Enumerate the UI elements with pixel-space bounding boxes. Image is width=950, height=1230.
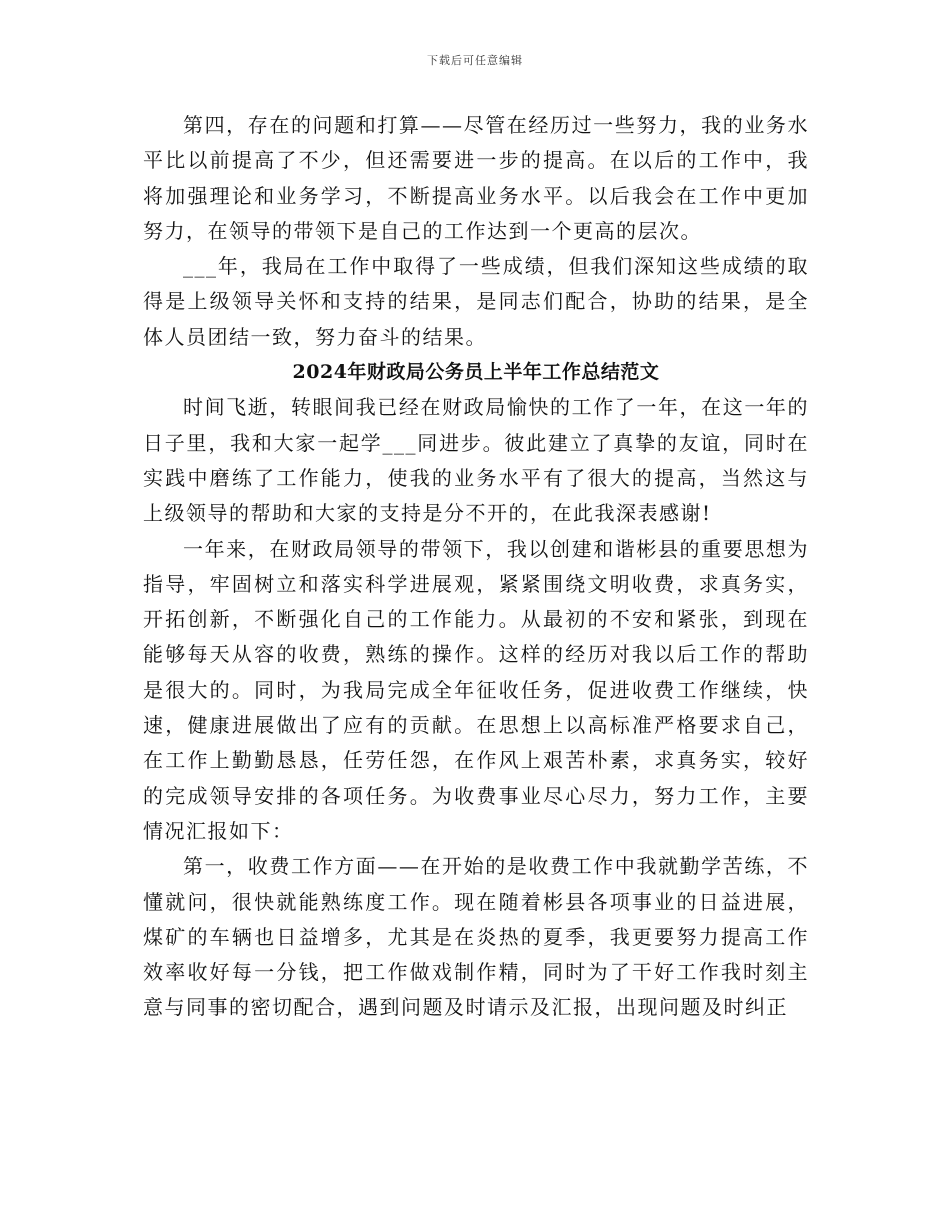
document-title: 2024年财政局公务员上半年工作总结范文 bbox=[292, 361, 660, 384]
paragraph-fee-collection: 第一，收费工作方面——在开始的是收费工作中我就勤学苦练，不懂就问，很快就能熟练度工作。现在随着彬县各项事业的日益进展，煤矿的车辆也日益增多，尤其是在炎热的夏季，我更要努力提高工作效率收好每一分钱，把工作做戏制作精，同时为了干好工作我时刻主意与同事的密切配合，遇到问题及时请示及汇报，出现问题及时纠正 bbox=[143, 854, 809, 1020]
document-body bbox=[143, 108, 809, 1026]
paragraph-achievements: ___年，我局在工作中取得了一些成绩，但我们深知这些成绩的取得是上级领导关怀和支持的结果，是同志们配合，协助的结果，是全体人员团结一致，努力奋斗的结果。 bbox=[143, 254, 809, 349]
paragraph-year-review: 一年来，在财政局领导的带领下，我以创建和谐彬县的重要思想为指导，牢固树立和落实科学进展观，紧紧围绕文明收费，求真务实，开拓创新，不断强化自己的工作能力。从最初的不安和紧张，到现在能够每天从容的收费，熟练的操作。这样的经历对我以后工作的帮助是很大的。同时，为我局完成全年征收任务，促进收费工作继续，快速，健康进展做出了应有的贡献。在思想上以高标准严格要求自己，在工作上勤勤恳恳，任劳任怨，在作风上艰苦朴素，求真务实，较好的完成领导安排的各项任务。为收费事业尽心尽力，努力工作，主要情况汇报如下： bbox=[143, 536, 809, 843]
paragraph-intro: 时间飞逝，转眼间我已经在财政局愉快的工作了一年，在这一年的日子里，我和大家一起学___同进步。彼此建立了真挚的友谊，同时在实践中磨练了工作能力，使我的业务水平有了很大的提高，当然这与上级领导的帮助和大家的支持是分不开的，在此我深表感谢! bbox=[143, 395, 809, 526]
paragraph-problems-plans: 第四，存在的问题和打算——尽管在经历过一些努力，我的业务水平比以前提高了不少，但还需要进一步的提高。在以后的工作中，我将加强理论和业务学习，不断提高业务水平。以后我会在工作中更加努力，在领导的带领下是自己的工作达到一个更高的层次。 bbox=[143, 113, 809, 243]
page-header: 下载后可任意编辑 bbox=[427, 54, 523, 67]
